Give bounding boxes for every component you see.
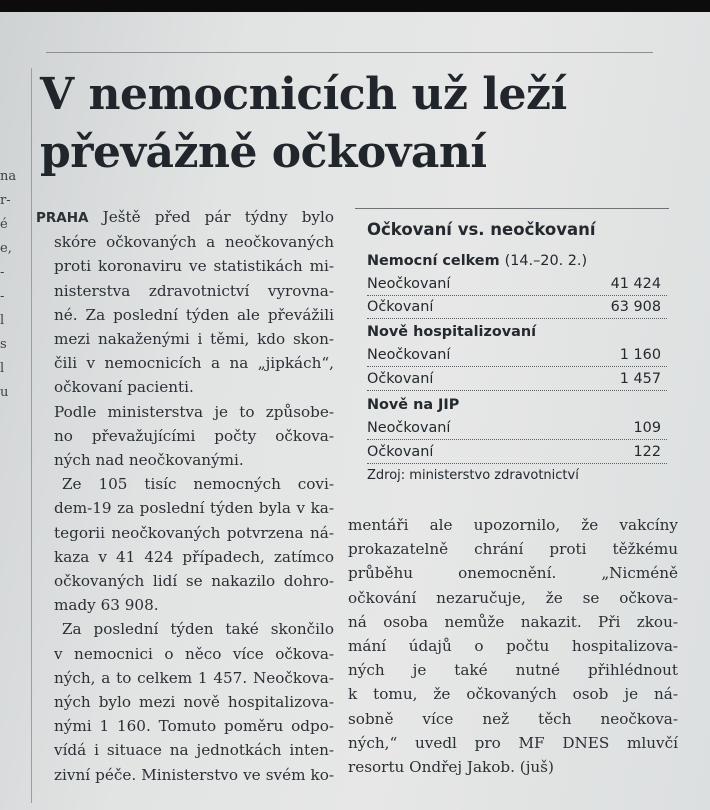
stat-value: 122 bbox=[633, 444, 661, 460]
paragraph-start: Podle ministerstva je to způsobe- bbox=[54, 402, 334, 421]
stat-value: 41 424 bbox=[610, 276, 661, 292]
body-line: průběhu onemocnění. „Nicméně bbox=[348, 564, 678, 583]
body-line: ných nad neočkovanými. bbox=[54, 451, 244, 470]
fragment-line: r- bbox=[0, 193, 11, 208]
stat-label: Neočkovaní bbox=[367, 347, 451, 363]
stat-label: Neočkovaní bbox=[367, 276, 451, 292]
fragment-line: s bbox=[0, 337, 7, 352]
body-line: nisterstva zdravotnictví vyrovna- bbox=[54, 281, 334, 300]
photo-top-edge bbox=[0, 0, 710, 12]
stat-label: Očkovaní bbox=[367, 444, 434, 460]
body-line: tegorii neočkovaných potvrzena ná- bbox=[54, 523, 334, 542]
body-line: očkovaní pacienti. bbox=[54, 378, 194, 397]
stat-row bbox=[367, 368, 667, 391]
body-line: no převažujícími počty očkova- bbox=[54, 426, 334, 445]
stat-value: 109 bbox=[633, 420, 661, 436]
body-line: ných, a to celkem 1 457. Neočkova- bbox=[54, 668, 334, 687]
fragment-line: l bbox=[0, 361, 5, 376]
fragment-line: - bbox=[0, 265, 5, 280]
headline-line-1: V nemocnicích už leží bbox=[40, 69, 567, 120]
fragment-line: na bbox=[0, 169, 17, 184]
body-line: proti koronaviru ve statistikách mi- bbox=[54, 257, 334, 276]
body-line: očkování nezaručuje, že se očkova- bbox=[348, 588, 678, 607]
body-line: dem-19 za poslední týden byla v ka- bbox=[54, 499, 334, 518]
infobox-top-rule bbox=[355, 208, 669, 209]
fragment-line: - bbox=[0, 289, 5, 304]
body-line: resortu Ondřej Jakob. (juš) bbox=[348, 758, 554, 777]
paragraph-start: Ze 105 tisíc nemocných covi- bbox=[62, 475, 334, 494]
section-heading-icu: Nově na JIP bbox=[367, 397, 460, 413]
body-line: skóre očkovaných a neočkovaných bbox=[54, 233, 334, 252]
body-line: vídá i situace na jednotkách inten- bbox=[54, 741, 334, 760]
body-line: nými 1 160. Tomuto poměru odpo- bbox=[54, 717, 334, 736]
dateline-city: PRAHA bbox=[36, 210, 89, 226]
body-line: mání údajů o počtu hospitalizova- bbox=[348, 637, 678, 656]
stat-value: 1 457 bbox=[619, 371, 661, 387]
stat-row bbox=[367, 296, 667, 319]
body-line: ná osoba nemůže nakazit. Při zkou- bbox=[348, 612, 678, 631]
body-line bbox=[36, 205, 334, 230]
body-line: prokazatelně chrání proti těžkému bbox=[348, 540, 678, 559]
paragraph-start: Za poslední týden také skončilo bbox=[62, 620, 334, 639]
stat-value: 63 908 bbox=[610, 299, 661, 315]
body-line: čili v nemocnicích a na „jipkách“, bbox=[54, 354, 334, 373]
infobox-source: Zdroj: ministerstvo zdravotnictví bbox=[367, 468, 579, 483]
stat-row bbox=[367, 417, 667, 440]
section-heading-text: Nemocní celkem bbox=[367, 253, 500, 269]
section-heading-total bbox=[367, 250, 587, 272]
body-line: mady 63 908. bbox=[54, 596, 159, 615]
body-line: mezi nakaženými i těmi, kdo skon- bbox=[54, 330, 334, 349]
stat-value: 1 160 bbox=[619, 347, 661, 363]
column-rule bbox=[31, 68, 32, 803]
body-line: ných je také nutné přihlédnout bbox=[348, 661, 678, 680]
section-period: (14.–20. 2.) bbox=[504, 253, 588, 269]
infobox-title: Očkovaní vs. neočkovaní bbox=[367, 220, 596, 239]
body-line: v nemocnici o něco více očkova- bbox=[54, 644, 334, 663]
fragment-line: l bbox=[0, 313, 5, 328]
fragment-line: u bbox=[0, 385, 9, 400]
body-line: k tomu, že očkovaných osob je ná- bbox=[348, 685, 678, 704]
body-line: očkovaných lidí se nakazilo dohro- bbox=[54, 572, 334, 591]
article-column-1 bbox=[36, 205, 334, 787]
article-column-2 bbox=[348, 513, 678, 779]
headline-line-2: převážně očkovaní bbox=[40, 127, 487, 178]
body-line: ných,“ uvedl pro MF DNES mluvčí bbox=[348, 733, 678, 752]
statistics-infobox bbox=[355, 208, 669, 492]
article-headline bbox=[40, 66, 660, 182]
stat-row bbox=[367, 273, 667, 296]
body-line: né. Za poslední týden ale převážili bbox=[54, 305, 334, 324]
body-text: Ještě před pár týdny bylo bbox=[102, 208, 334, 226]
fragment-line: e, bbox=[0, 241, 12, 256]
body-line: mentáři ale upozornilo, že vakcíny bbox=[348, 516, 678, 534]
section-heading-hospitalized: Nově hospitalizovaní bbox=[367, 324, 536, 340]
top-rule bbox=[46, 52, 653, 53]
stat-label: Neočkovaní bbox=[367, 420, 451, 436]
body-line: ných bylo mezi nově hospitalizova- bbox=[54, 693, 334, 712]
body-line: zivní péče. Ministerstvo ve svém ko- bbox=[54, 765, 334, 784]
stat-row bbox=[367, 441, 667, 464]
stat-label: Očkovaní bbox=[367, 371, 434, 387]
stat-row bbox=[367, 344, 667, 367]
fragment-line: é bbox=[0, 217, 8, 232]
body-line: kaza v 41 424 případech, zatímco bbox=[54, 547, 334, 566]
previous-article-fragments bbox=[0, 165, 20, 405]
body-line: sobně více než těch neočkova- bbox=[348, 709, 678, 728]
stat-label: Očkovaní bbox=[367, 299, 434, 315]
